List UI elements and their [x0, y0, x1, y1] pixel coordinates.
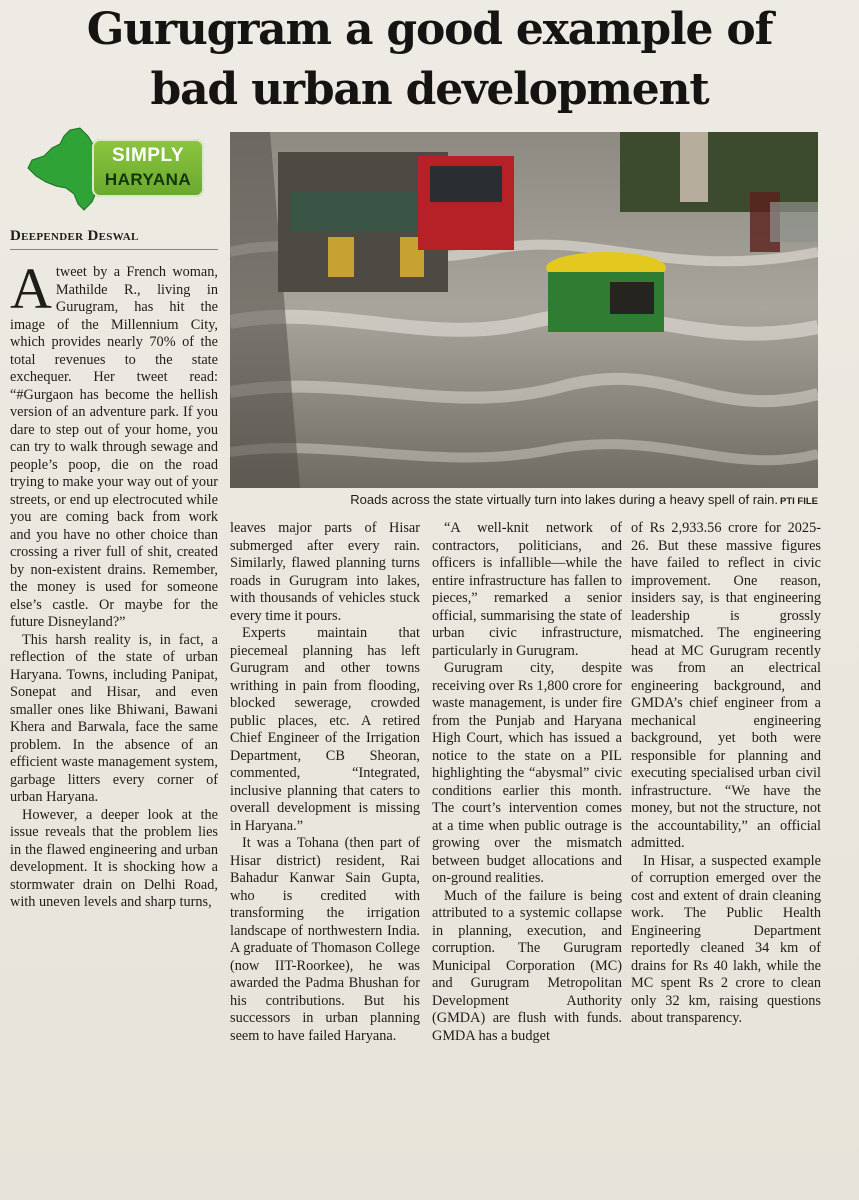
article-paragraph: of Rs 2,933.56 crore for 2025-26. But these massive figures have failed to reflect in civic improvement. One reason, insiders say, is that engineering leadership is grossly mismatched. The engineering head at MC Gurugram recently was from an electrical engineering background, and GMDA’s chief engineer from a mechanical engineering background, yet both were responsible for planning and executing specialised urban civil infrastructure. “We have the money, but not the structure, not the accountability,” an official admitted. — [631, 520, 821, 851]
simply-haryana-badge — [92, 139, 204, 197]
article-paragraph: In Hisar, a suspected example of corruption emerged over the cost and extent of drain cleaning work. The Public Health Engineering Department reportedly cleaned 34 km of drains for Rs 40 lakh, while the MC spent Rs 2 crore to clean only 32 km, raising questions about transparency. — [631, 852, 821, 1026]
article-paragraph: “A well-knit network of contractors, politicians, and officers is infallible—while the entire infrastructure has fallen to pieces,” remarked a senior official, summarising the state of urban civic infrastructure, particularly in Gurugram. — [432, 520, 622, 659]
article-column-4 — [631, 520, 821, 1028]
badge-line-1: SIMPLY — [112, 145, 184, 166]
headline-line-1: Gurugram a good example of — [86, 4, 773, 55]
article-paragraph: Experts maintain that piecemeal planning has left Gurugram and other towns writhing in pain from flooding, blocked sewerage, crowded public places, etc. A retired Chief Engineer of the Irrigation Department, CB Sheoran, commented, “Integrated, inclusive planning that caters to overall development is missing in Haryana.” — [230, 625, 420, 834]
caption-text: Roads across the state virtually turn into lakes during a heavy spell of rain. — [350, 492, 778, 507]
article-paragraph: However, a deeper look at the issue reveals that the problem lies in the flawed engineering and urban development. It is shocking how a stormwater drain on Delhi Road, with uneven levels and sharp turns, — [10, 806, 218, 910]
article-paragraph: Gurugram city, despite receiving over Rs 1,800 crore for waste management, is under fire from the Punjab and Haryana High Court, which has issued a notice to the state on a PIL highlighting the “abysmal” civic conditions earlier this month. The court’s intervention comes at a time when public outrage is growing over the mismatch between budget allocations and on-ground realities. — [432, 660, 622, 886]
flood-photo — [230, 132, 818, 488]
headline — [14, 0, 845, 120]
article-paragraph: Much of the failure is being attributed to a systemic collapse in planning, execution, and corruption. The Gurugram Municipal Corporation (MC) and Gurugram Metropolitan Development Authority (GMDA) are flush with funds. GMDA has a budget — [432, 887, 622, 1044]
article-paragraph: It was a Tohana (then part of Hisar district) resident, Rai Bahadur Kanwar Sain Gupta, who is credited with transforming the irrigation landscape of northwestern India. A graduate of Thomason College (now IIT-Roorkee), he was awarded the Padma Bhushan for his contributions. But his successors in urban planning seem to have failed Haryana. — [230, 835, 420, 1044]
photo-credit: PTI FILE — [780, 496, 818, 507]
article-paragraph: leaves major parts of Hisar submerged after every rain. Similarly, flawed planning turns roads in Gurugram into lakes, with thousands of vehicles stuck every time it pours. — [230, 520, 420, 624]
article-column-1 — [10, 256, 218, 912]
headline-line-2: bad urban development — [150, 64, 709, 115]
byline-divider — [10, 249, 218, 250]
photo-caption — [230, 490, 818, 510]
byline: Deepender Deswal — [10, 228, 139, 244]
article-column-3 — [432, 520, 622, 1045]
flooded-road-image — [230, 132, 818, 488]
badge-line-2: HARYANA — [104, 170, 192, 189]
article-paragraph: Atweet by a French woman, Mathilde R., living in Gurugram, has hit the image of the Millennium City, which provides nearly 70% of the total revenues to the state exchequer. Her tweet read: “#Gurgaon has become the hellish version of an adventure park. If you dare to step out of your home, you can try to walk through sewage and people’s poop, die on the road trying to make your way out of your streets, or end up electrocuted while you are coming back from work and you have no other choice than crossing a river full of shit, created by non-existent drains. Remember, the money is used for someone else’s castle. Or maybe for the future Disneyland?” — [10, 256, 218, 630]
article-paragraph: This harsh reality is, in fact, a reflection of the state of urban Haryana. Towns, including Panipat, Sonepat and Hisar, and even smaller ones like Bhiwani, Bawani Khera and Barwala, face the same problem. In the absence of an efficient waste management system, garbage litters every corner of urban Haryana. — [10, 631, 218, 805]
article-column-2 — [230, 520, 420, 1045]
